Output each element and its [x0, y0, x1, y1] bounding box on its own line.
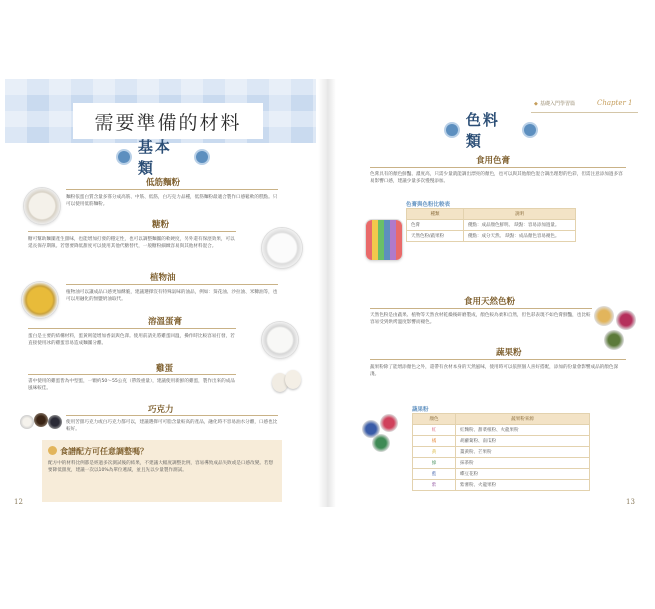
divider	[370, 167, 626, 168]
divider	[28, 374, 236, 375]
flower-icon	[524, 124, 536, 136]
table-cell: 紅	[413, 425, 456, 436]
divider	[28, 231, 236, 232]
item-text-egg: 書中使用的雞蛋皆為中型蛋，一顆約50～55公克（帶殼重量），建議使用新鮮的雞蛋，製作出來的成品風味較佳。	[28, 379, 235, 392]
block-text-natural-powder: 天然色粉是由蔬果、植物等天然食材乾燥後研磨製成，顏色較為柔和自然，但色彩表現不如色膏鮮豔，也比較容易受到烘烤溫度影響而褪色。	[370, 313, 591, 326]
block-title-veggie-powder: 蔬果粉	[496, 348, 522, 358]
header-banner	[5, 79, 316, 143]
divider	[66, 415, 278, 416]
item-text-oil: 植物油可以讓成品口感更加酥脆，建議選擇沒有特殊氣味的油品，例如：葵花油、沙拉油、米糠油等，也可以用融化的無鹽奶油取代。	[66, 290, 278, 303]
divider	[370, 359, 626, 360]
item-title-egg-white: 溶溫蛋膏	[148, 317, 183, 327]
table-header: 顏色	[413, 414, 456, 425]
tip-title: 食譜配方可任意調整嗎？	[60, 447, 148, 456]
section-label-text: 色料類	[465, 111, 500, 150]
item-text-egg-white: 蛋白是主要的結構材料，蛋黃則能增加香氣與色澤。使用前請先將雞蛋回溫，操作時比較容易打發，若直接使用冰的雞蛋容易造成麵團分離。	[28, 334, 235, 347]
flower-icon	[446, 124, 458, 136]
flower-icon	[196, 151, 208, 163]
table-cell: 蝶豆花粉	[456, 469, 590, 480]
flower-icon	[118, 151, 130, 163]
table-row	[407, 231, 576, 242]
compare-table	[406, 208, 576, 242]
block-text-veggie-powder: 蔬果粉除了能增添顏色之外，還帶有食材本身的天然風味，使用時可以依照個人喜好搭配，添加的份量會影響成品的顏色深淺。	[370, 365, 619, 378]
table-cell: 紅麴粉、甜菜根粉、火龍果粉	[456, 425, 590, 436]
eggs-photo	[272, 370, 302, 392]
page-number-right: 13	[626, 498, 635, 506]
natural-powder-photo	[594, 306, 640, 356]
table-caption-compare: 色膏與色粉比較表	[406, 202, 451, 208]
table-cell: 色膏	[407, 220, 464, 231]
item-title-sugar: 糖粉	[152, 220, 170, 230]
book-gutter	[318, 79, 336, 507]
table-cell: 紫	[413, 480, 456, 491]
table-cell: 優點：成分天然。 缺點：成品顏色容易褪色。	[464, 231, 576, 242]
table-cell: 紫薯粉、火龍果粉	[456, 480, 590, 491]
chapter-label: Chapter 1	[597, 99, 633, 107]
table-cell: 綠	[413, 458, 456, 469]
table-header: 蔬果粉來源	[456, 414, 590, 425]
diamond-icon: ◆	[534, 101, 538, 107]
veggie-powder-photo	[362, 414, 406, 460]
table-caption-veggie: 蔬果粉	[412, 407, 429, 413]
item-title-chocolate: 巧克力	[148, 405, 174, 415]
table-row	[413, 425, 590, 436]
block-title-natural-powder: 食用天然色粉	[464, 297, 516, 307]
gel-color-bottles-photo	[366, 220, 402, 260]
page-number-left: 12	[14, 498, 23, 506]
divider	[66, 189, 278, 190]
block-title-gel-color: 食用色膏	[476, 156, 511, 166]
tip-text: 配方中的材料比例都是經過多次測試後的結果，不建議大幅度調整比例，容易導致成品失敗或是口感改變。若想要降低甜度，建議一次以10%為單位遞減，並且先以少量製作測試。	[48, 461, 274, 474]
table-cell: 橘	[413, 436, 456, 447]
table-cell: 胡蘿蔔粉、南瓜粉	[456, 436, 590, 447]
item-text-sugar: 糖可幫助麵團產生甜味，也能增加打發的穩定性，也可以調整麵團的軟硬度，另外還有保溼效果，可以延長保存期限。若想要降低甜度可以使用其他代糖替代，一般糖粉細緻容易與其他材料混合。	[28, 237, 235, 250]
veggie-powder-table	[412, 413, 590, 491]
banner-title-box	[73, 103, 263, 139]
divider	[28, 328, 236, 329]
item-title-egg: 雞蛋	[156, 364, 174, 374]
section-label-text: 基本類	[137, 138, 172, 177]
chocolate-photo	[20, 413, 64, 435]
table-row	[413, 458, 590, 469]
table-cell: 抹茶粉	[456, 458, 590, 469]
table-row	[413, 436, 590, 447]
table-cell: 薑黃粉、芒果粉	[456, 447, 590, 458]
item-text-flour: 麵粉依蛋白質含量多寡分成高筋、中筋、低筋，白巧克力品種，低筋麵粉最適合製作口感鬆軟的糕點。只可以使用低筋麵粉。	[66, 195, 278, 208]
table-cell: 黃	[413, 447, 456, 458]
table-cell: 藍	[413, 469, 456, 480]
item-title-oil: 植物油	[150, 273, 176, 283]
chapter-tag: 基礎入門學習篇	[540, 101, 576, 107]
table-header: 說明	[464, 209, 576, 220]
item-text-chocolate: 使用苦甜巧克力或白巧克力都可以，建議選擇可可脂含量較高的產品，融化時不容易油水分離，口感也比較好。	[66, 420, 278, 433]
section-label-colorants	[446, 111, 536, 150]
table-row	[413, 480, 590, 491]
table-cell: 天然色粉/蔬果粉	[407, 231, 464, 242]
flour-photo	[24, 188, 60, 224]
page-title: 需要準備的材料	[94, 111, 242, 134]
section-label-basic	[118, 138, 208, 177]
table-header: 種類	[407, 209, 464, 220]
table-cell: 優點：成品顏色鮮明。 缺點：容易添加過量。	[464, 220, 576, 231]
lightbulb-icon	[48, 446, 57, 455]
item-title-flour: 低筋麵粉	[146, 178, 181, 188]
sugar-photo	[262, 228, 302, 268]
chapter-rule	[531, 112, 638, 113]
table-row	[413, 469, 590, 480]
table-row	[413, 447, 590, 458]
divider	[66, 284, 278, 285]
egg-white-photo	[262, 322, 298, 358]
table-row	[407, 220, 576, 231]
block-text-gel-color: 色膏具有的顏色鮮豔、濃度高，只需少量就能調出漂亮的顏色，也可以與其他顏色混合調出理想的色彩，但需注意添加過多容易影響口感，建議少量多次慢慢添加。	[370, 172, 623, 185]
oil-photo	[22, 282, 58, 318]
divider	[370, 308, 592, 309]
